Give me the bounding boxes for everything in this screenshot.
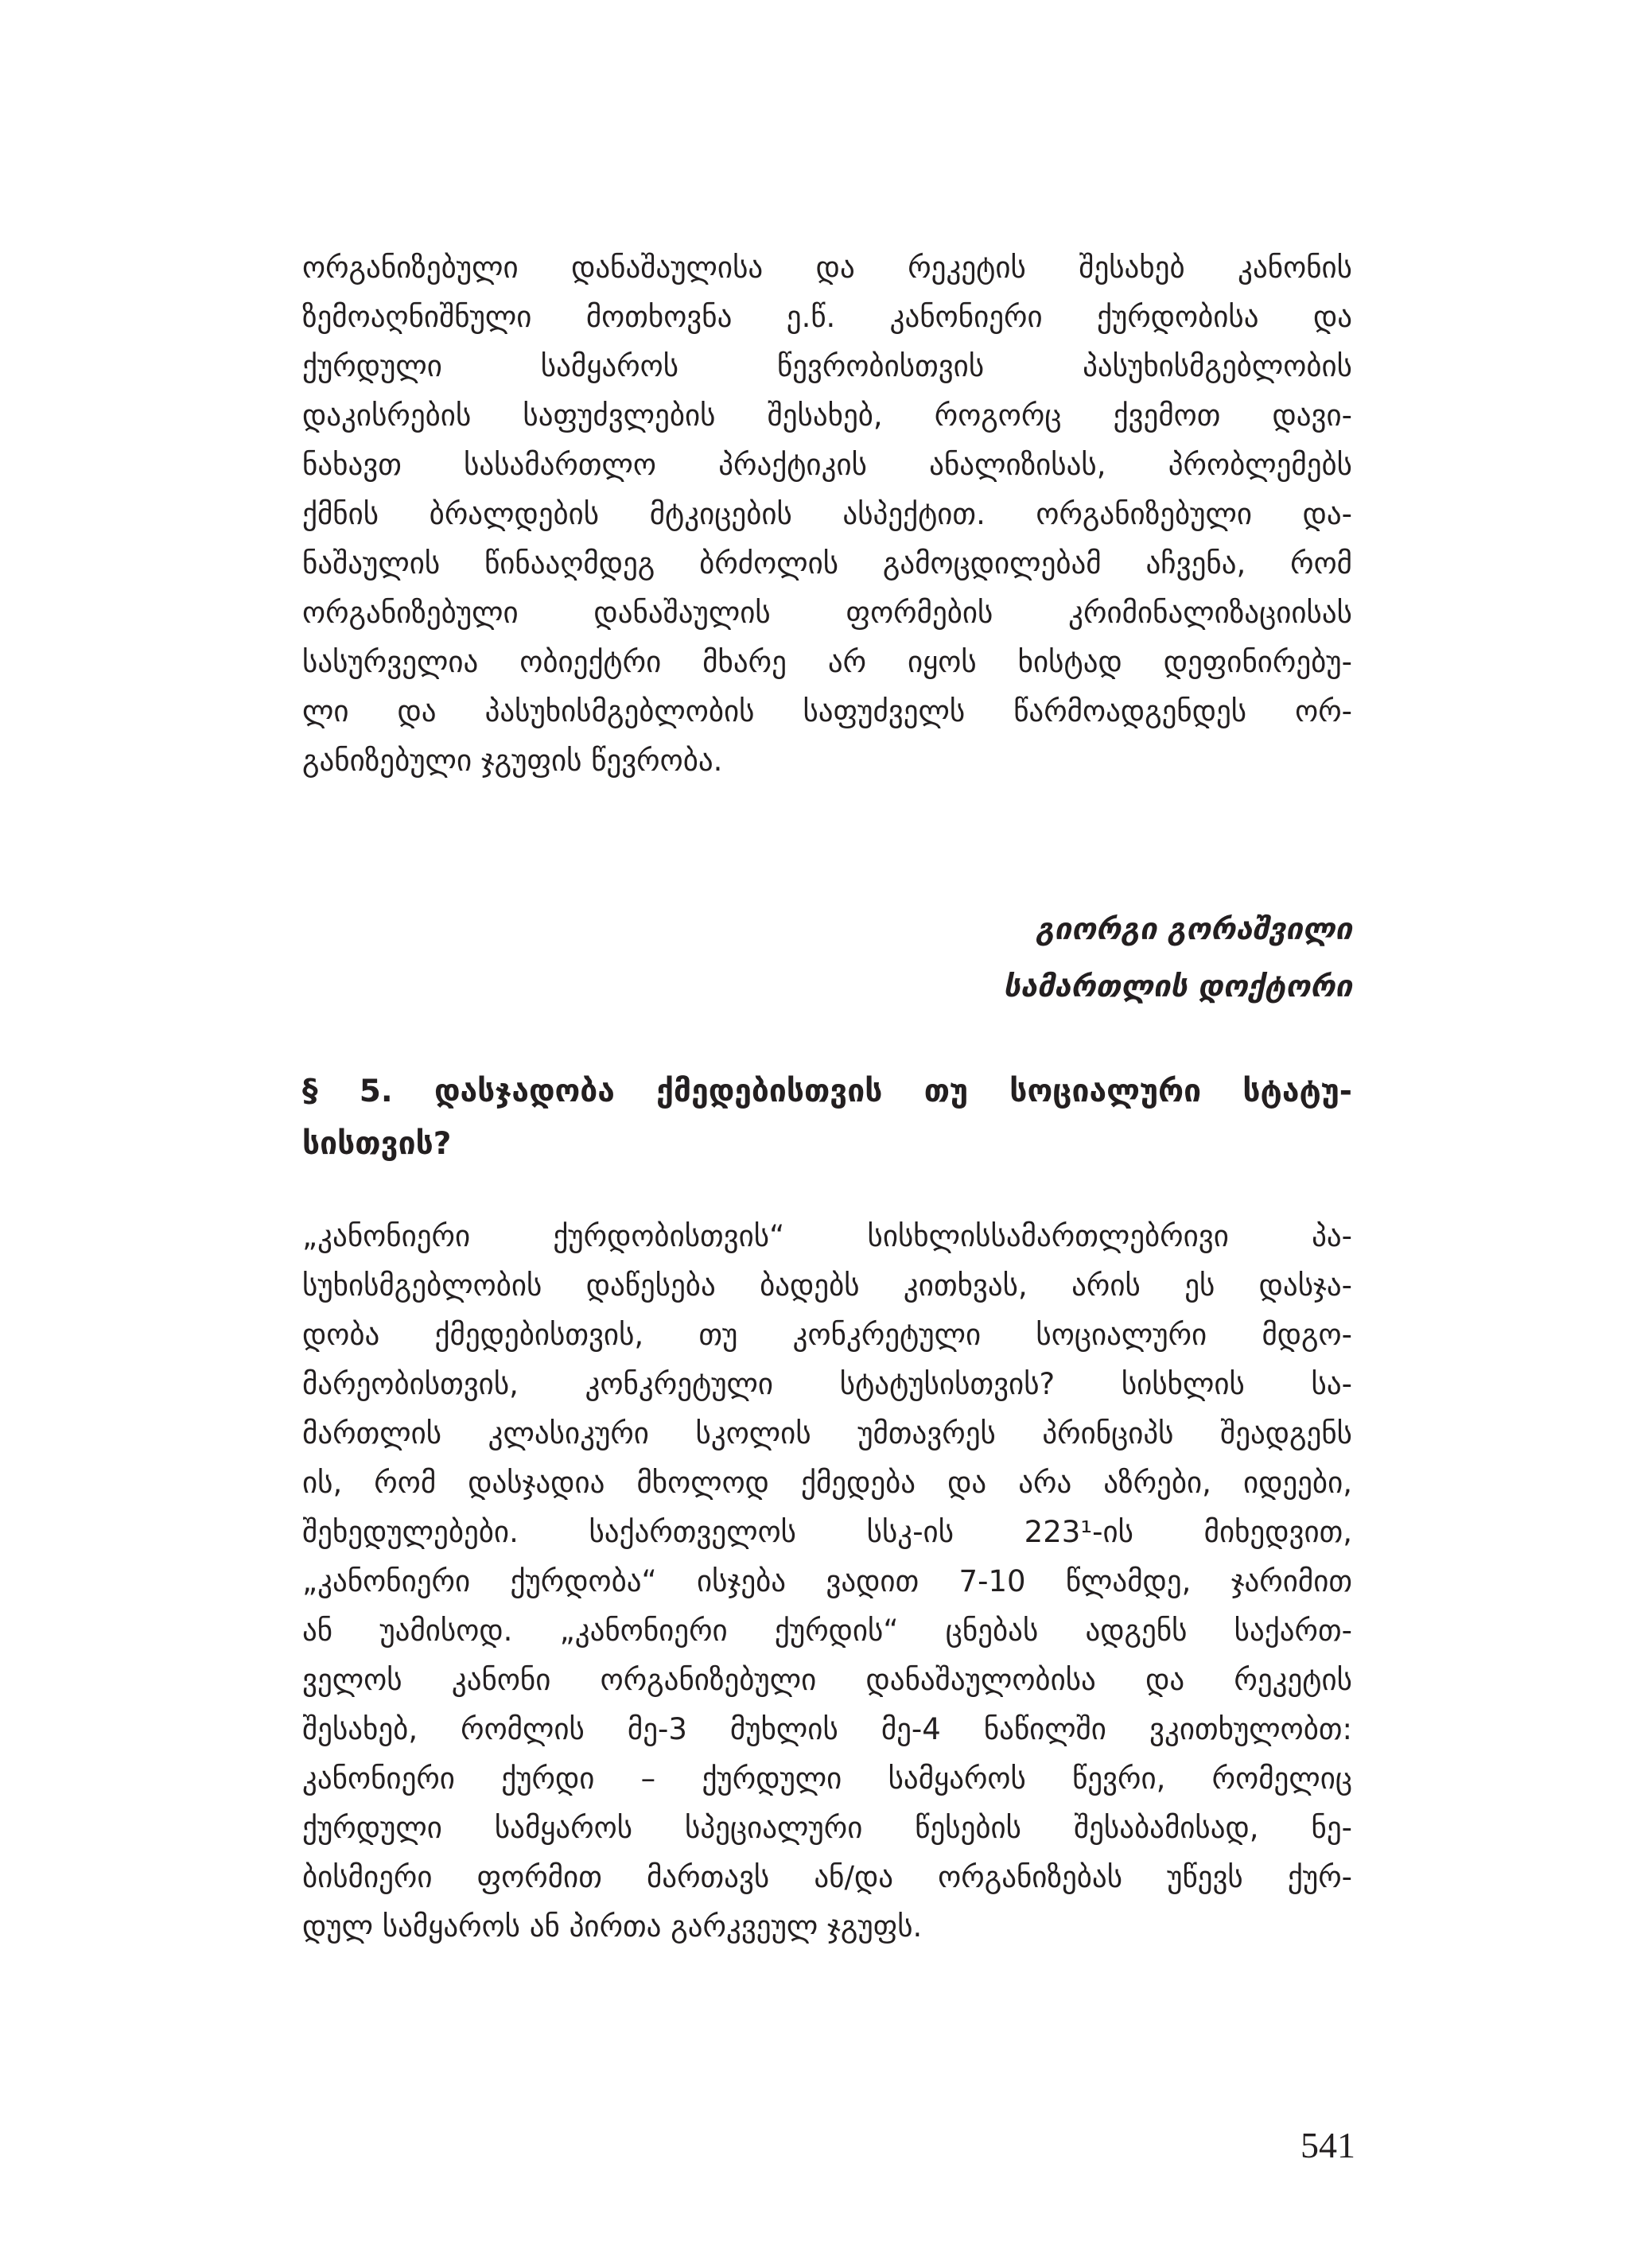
text-line: ქურდული სამყაროს სპეციალური წესების შესაბამისად, ნე-	[302, 1811, 1352, 1845]
text-line: ნაშაულის წინააღმდეგ ბრძოლის გამოცდილებამ აჩვენა, რომ	[302, 546, 1352, 581]
text-line: დაკისრების საფუძვლების შესახებ, როგორც ქვემოთ დავი-	[302, 398, 1352, 433]
text-line: „კანონიერი ქურდობა“ ისჯება ვადით 7-10 წლამდე, ჯარიმით	[302, 1564, 1352, 1598]
page-number: 541	[1300, 2125, 1355, 2165]
text-line: დობა ქმედებისთვის, თუ კონკრეტული სოციალური მდგო-	[302, 1318, 1352, 1352]
text-line: ქურდული სამყაროს წევრობისთვის პასუხისმგებლობის	[302, 349, 1352, 383]
author-title: სამართლის დოქტორი	[1003, 969, 1352, 1004]
text-line: დულ სამყაროს ან პირთა გარკვეულ ჯგუფს.	[302, 1909, 923, 1944]
text-line: ან უამისოდ. „კანონიერი ქურდის“ ცნებას ადგენს საქართ-	[302, 1614, 1352, 1648]
section-heading	[302, 1066, 1352, 1171]
text-line: ქმნის ბრალდების მტკიცების ასპექტით. ორგანიზებული და-	[302, 497, 1352, 531]
text-line: ველოს კანონი ორგანიზებული დანაშაულობისა და რეკეტის	[302, 1663, 1352, 1697]
text-line: განიზებული ჯგუფის წევრობა.	[302, 744, 723, 778]
text-line: „კანონიერი ქურდობისთვის“ სისხლისსამართლებრივი პა-	[302, 1219, 1352, 1253]
text-line: ზემოაღნიშნული მოთხოვნა ე.წ. კანონიერი ქურდობისა და	[302, 300, 1352, 334]
text-line: შესახებ, რომლის მე-3 მუხლის მე-4 ნაწილში ვკითხულობთ:	[302, 1712, 1352, 1746]
text-line: ორგანიზებული დანაშაულისა და რეკეტის შესახებ კანონის	[302, 250, 1352, 285]
body-paragraph-two	[302, 1212, 1352, 1951]
author-name: გიორგი გორაშვილი	[1036, 911, 1352, 946]
text-line: მარეობისთვის, კონკრეტული სტატუსისთვის? სისხლის სა-	[302, 1367, 1352, 1401]
body-paragraph-one	[302, 243, 1352, 786]
text-line: კანონიერი ქურდი – ქურდული სამყაროს წევრი, რომელიც	[302, 1761, 1352, 1796]
text-line: სასურველია ობიექტრი მხარე არ იყოს ხისტად დეფინირებუ-	[302, 645, 1352, 679]
heading-line: სისთვის?	[302, 1126, 452, 1162]
heading-line: § 5. დასჯადობა ქმედებისთვის თუ სოციალური სტატუ-	[302, 1074, 1352, 1109]
text-line: სუხისმგებლობის დაწესება ბადებს კითხვას, არის ეს დასჯა-	[302, 1268, 1352, 1303]
text-line: შეხედულებები. საქართველოს სსკ-ის 223¹-ის მიხედვით,	[302, 1515, 1352, 1549]
text-line: ბისმიერი ფორმით მართავს ან/და ორგანიზებას უწევს ქურ-	[302, 1860, 1352, 1894]
text-line: ის, რომ დასჯადია მხოლოდ ქმედება და არა აზრები, იდეები,	[302, 1466, 1352, 1500]
text-line: ლი და პასუხისმგებლობის საფუძველს წარმოადგენდეს ორ-	[302, 694, 1352, 728]
text-line: მართლის კლასიკური სკოლის უმთავრეს პრინციპს შეადგენს	[302, 1416, 1352, 1451]
author-signature	[302, 900, 1352, 1015]
text-line: ნახავთ სასამართლო პრაქტიკის ანალიზისას, პრობლემებს	[302, 448, 1352, 482]
text-line: ორგანიზებული დანაშაულის ფორმების კრიმინალიზაციისას	[302, 596, 1352, 630]
